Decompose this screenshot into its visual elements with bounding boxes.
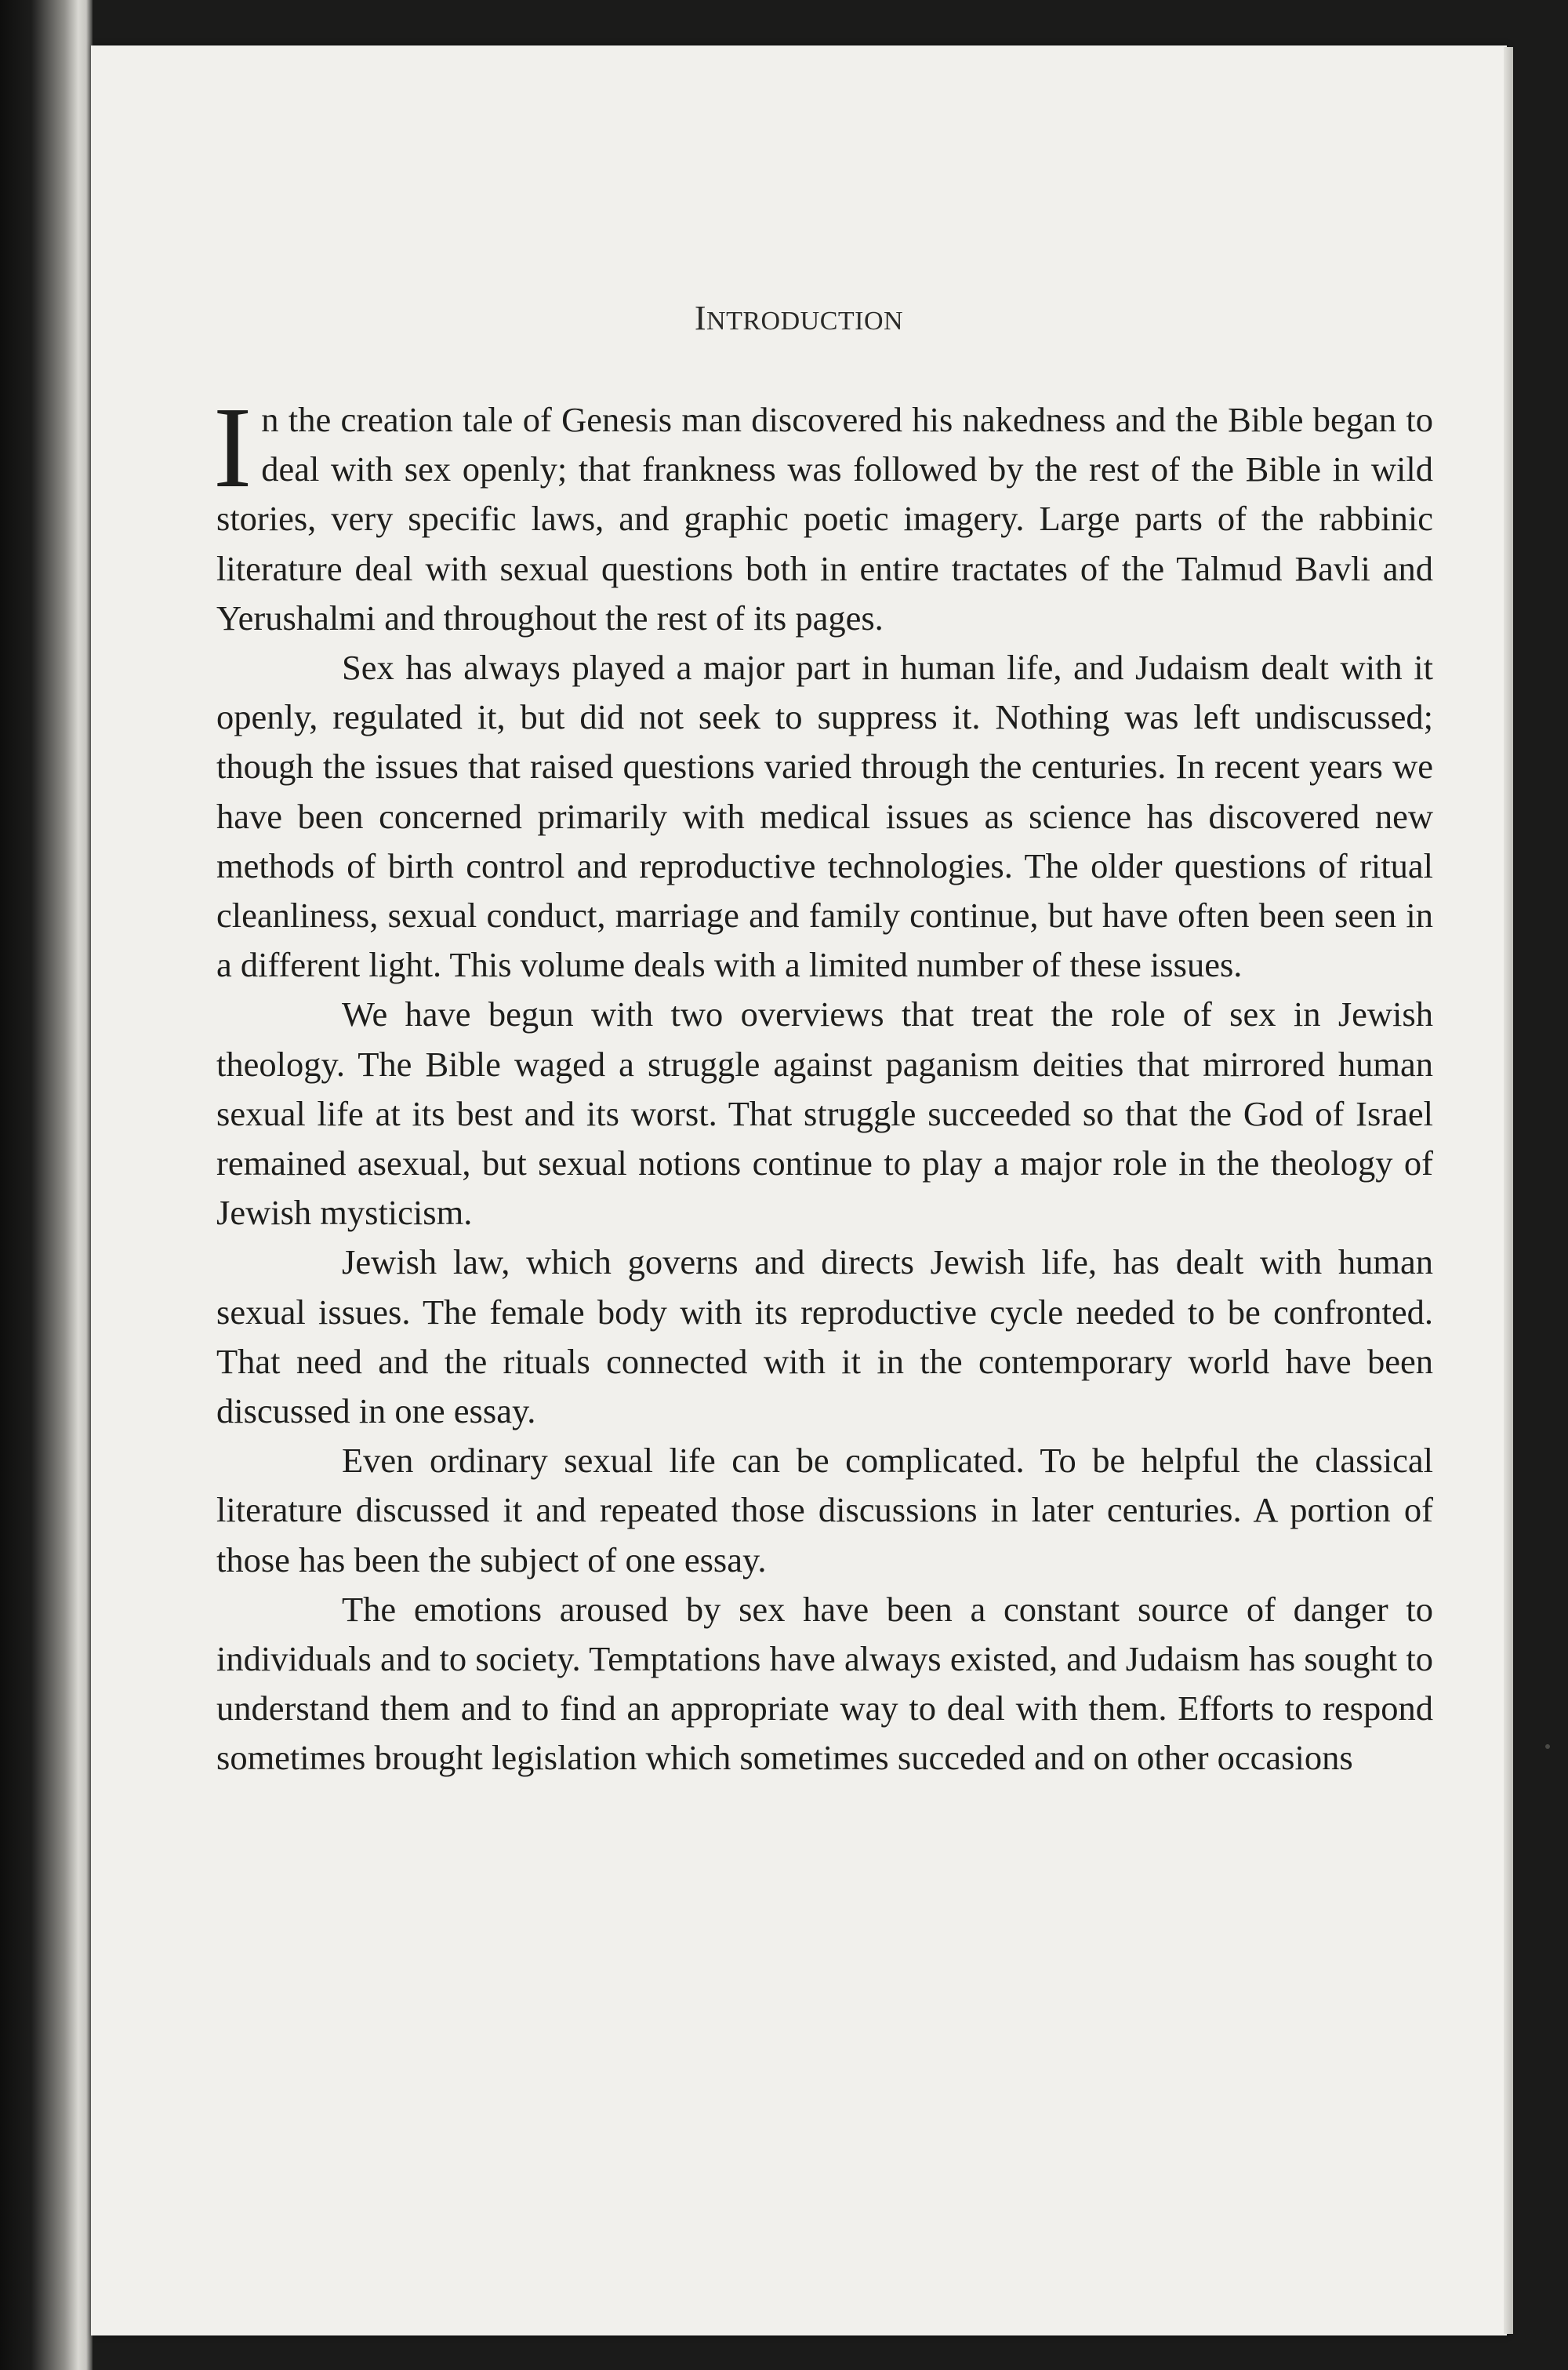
specks — [1545, 1744, 1550, 1749]
paragraph-4: Jewish law, which governs and directs Jewish life, has dealt with human sexual issues. The female body with its reproductive cycle needed to be confronted. That need and the rituals connected with it in the contemporary world have been discussed in one essay. — [216, 1242, 1433, 1431]
paragraph-5: Even ordinary sexual life can be complicated. To be helpful the classical literature discussed it and repeated those discussions in later centuries. A portion of those has been the subject of one essay. — [216, 1441, 1433, 1579]
title-rest: NTRODUCTION — [706, 307, 904, 336]
paragraph-6: The emotions aroused by sex have been a constant source of danger to individuals and to society. Temptations have always existed, and Judaism has sought to understand them and to find an appropriate way to deal with them. Efforts to respond sometimes brought legislation which sometimes succeded and on other occasions — [216, 1589, 1433, 1778]
paragraph-3: We have begun with two overviews that treat the role of sex in Jewish theology. The Bible waged a struggle against paganism deities that mirrored human sexual life at its best and its worst. That struggle succeeded so that the God of Israel remained asexual, but sexual notions continue to play a major role in the theology of Jewish mysticism. — [216, 994, 1433, 1233]
book-page — [91, 45, 1507, 2335]
page-title — [91, 298, 1507, 338]
body-text — [213, 383, 1433, 1783]
paragraph-1-text: n the creation tale of Genesis man discovered his nakedness and the Bible began to deal with sex openly; that frankness was followed by the rest of the Bible in wild stories, very specific laws, and graphic poetic imagery. Large parts of the rabbinic literature deal with sexual questions both in entire tractates of the Talmud Bavli and Yerushalmi and throughout the rest of its pages. — [216, 400, 1433, 638]
book-spine-shadow — [0, 0, 93, 2370]
paragraph-1 — [213, 383, 1433, 643]
title-initial: I — [694, 299, 707, 337]
paragraph-2: Sex has always played a major part in human life, and Judaism dealt with it openly, regulated it, but did not seek to suppress it. Nothing was left undiscussed; though the issues that raised questions varied through the centuries. In recent years we have been concerned primarily with medical issues as science has discovered new methods of birth control and reproductive technologies. The older questions of ritual cleanliness, sexual conduct, marriage and family continue, but have often been seen in a different light. This volume deals with a limited number of these issues. — [216, 648, 1433, 985]
page-edge — [1504, 47, 1513, 2334]
drop-cap: I — [213, 383, 252, 512]
